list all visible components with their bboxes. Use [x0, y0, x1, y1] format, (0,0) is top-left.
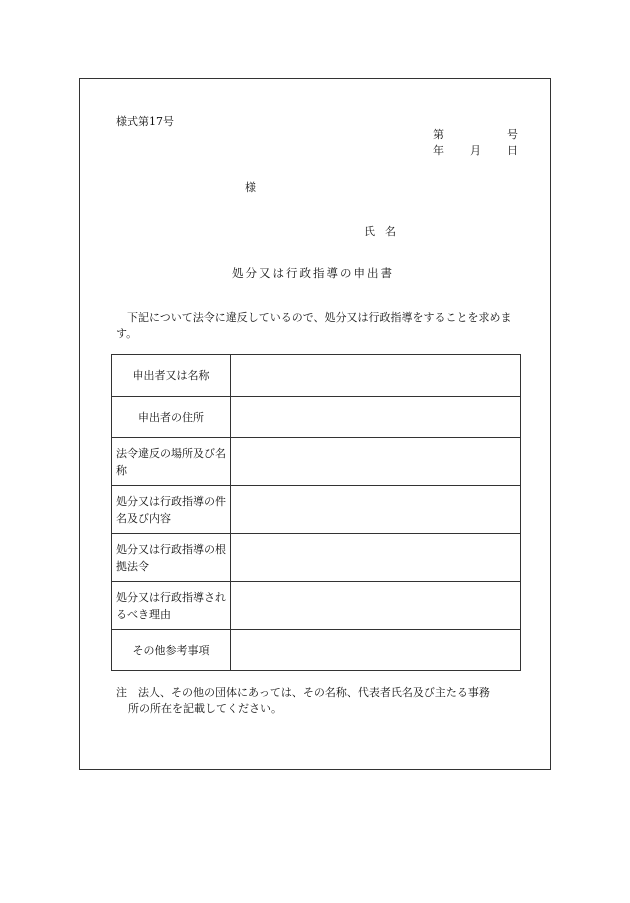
label-violation-location: 法令違反の場所及び名称	[112, 438, 231, 486]
form-number: 様式第17号	[116, 115, 174, 128]
intro-text	[116, 310, 524, 342]
table-row	[112, 397, 521, 438]
label-other-notes: その他参考事項	[112, 630, 231, 671]
document-number-suffix: 号	[507, 128, 518, 141]
addressee-suffix: 様	[245, 181, 256, 194]
label-applicant-address: 申出者の住所	[112, 397, 231, 438]
field-applicant-address[interactable]	[231, 397, 521, 438]
footnote-line-2: 所の所在を記載してください。	[128, 702, 282, 715]
intro-text-body: 下記について法令に違反しているので、処分又は行政指導をすることを求めます。	[116, 311, 512, 340]
label-subject-and-content: 処分又は行政指導の件名及び内容	[112, 486, 231, 534]
date-month-label: 月	[470, 144, 481, 157]
table-row	[112, 438, 521, 486]
table-row	[112, 486, 521, 534]
date-year-label: 年	[433, 144, 444, 157]
table-row	[112, 355, 521, 397]
field-reason[interactable]	[231, 582, 521, 630]
field-violation-location[interactable]	[231, 438, 521, 486]
label-legal-basis: 処分又は行政指導の根拠法令	[112, 534, 231, 582]
footnote	[116, 685, 526, 717]
field-other-notes[interactable]	[231, 630, 521, 671]
footnote-line-1: 注 法人、その他の団体にあっては、その名称、代表者氏名及び主たる事務	[116, 686, 490, 699]
field-legal-basis[interactable]	[231, 534, 521, 582]
table-row	[112, 582, 521, 630]
table-row	[112, 630, 521, 671]
document-title: 処分又は行政指導の申出書	[232, 266, 394, 280]
application-form-table	[111, 354, 521, 671]
applicant-name-label: 氏名	[364, 225, 406, 238]
label-reason: 処分又は行政指導されるべき理由	[112, 582, 231, 630]
field-applicant-name[interactable]	[231, 355, 521, 397]
document-number-prefix: 第	[433, 128, 444, 141]
table-row	[112, 534, 521, 582]
field-subject-and-content[interactable]	[231, 486, 521, 534]
label-applicant-name: 申出者又は名称	[112, 355, 231, 397]
date-day-label: 日	[507, 144, 518, 157]
